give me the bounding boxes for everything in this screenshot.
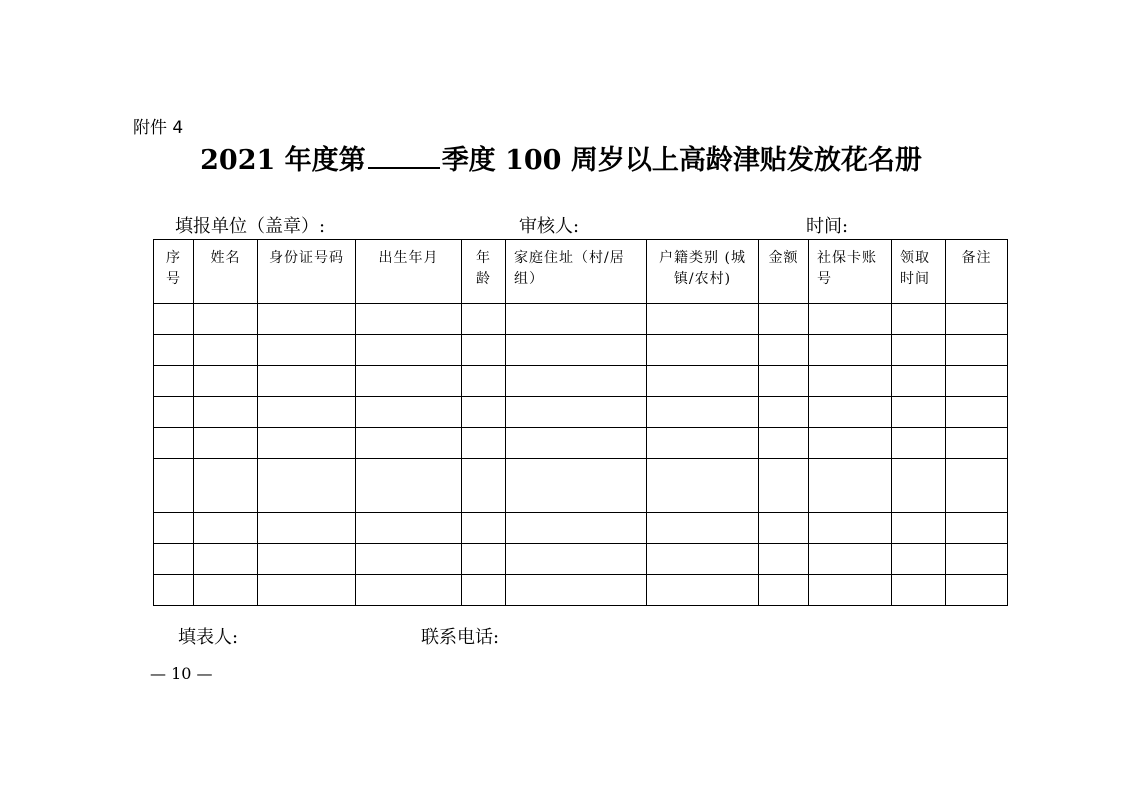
table-cell[interactable] [759, 397, 809, 428]
table-cell[interactable] [154, 335, 194, 366]
table-cell[interactable] [809, 366, 892, 397]
table-cell[interactable] [759, 544, 809, 575]
table-cell[interactable] [506, 513, 647, 544]
table-cell[interactable] [946, 304, 1008, 335]
table-cell[interactable] [258, 544, 356, 575]
table-cell[interactable] [356, 575, 462, 606]
table-cell[interactable] [506, 575, 647, 606]
table-cell[interactable] [258, 575, 356, 606]
table-cell[interactable] [258, 335, 356, 366]
header-remarks: 备注 [946, 240, 1008, 304]
table-cell[interactable] [647, 575, 759, 606]
table-cell[interactable] [506, 335, 647, 366]
title-suffix: 季度 100 周岁以上高龄津贴发放花名册 [441, 145, 922, 176]
table-cell[interactable] [647, 428, 759, 459]
table-cell[interactable] [154, 459, 194, 513]
table-cell[interactable] [759, 366, 809, 397]
table-cell[interactable] [462, 335, 506, 366]
table-cell[interactable] [892, 544, 946, 575]
table-cell[interactable] [759, 335, 809, 366]
table-cell[interactable] [506, 459, 647, 513]
table-cell[interactable] [194, 428, 258, 459]
table-row [154, 513, 1008, 544]
table-cell[interactable] [462, 544, 506, 575]
table-cell[interactable] [154, 397, 194, 428]
header-age: 年 龄 [462, 240, 506, 304]
table-cell[interactable] [356, 544, 462, 575]
reviewer-label: 审核人: [519, 216, 580, 237]
table-cell[interactable] [759, 428, 809, 459]
table-cell[interactable] [258, 459, 356, 513]
table-cell[interactable] [356, 459, 462, 513]
table-cell[interactable] [946, 397, 1008, 428]
table-row [154, 366, 1008, 397]
table-cell[interactable] [258, 304, 356, 335]
table-cell[interactable] [809, 304, 892, 335]
table-cell[interactable] [356, 513, 462, 544]
table-cell[interactable] [647, 397, 759, 428]
table-cell[interactable] [462, 366, 506, 397]
table-body [154, 304, 1008, 606]
table-cell[interactable] [194, 544, 258, 575]
table-cell[interactable] [194, 575, 258, 606]
table-cell[interactable] [647, 335, 759, 366]
roster-table [153, 239, 1008, 606]
table-cell[interactable] [506, 428, 647, 459]
header-name: 姓名 [194, 240, 258, 304]
table-row [154, 544, 1008, 575]
table-cell[interactable] [892, 397, 946, 428]
table-cell[interactable] [809, 459, 892, 513]
table-cell[interactable] [946, 575, 1008, 606]
page-title [0, 138, 1122, 177]
table-cell[interactable] [759, 575, 809, 606]
table-cell[interactable] [506, 544, 647, 575]
header-serial-number: 序 号 [154, 240, 194, 304]
table-cell[interactable] [154, 428, 194, 459]
table-cell[interactable] [356, 428, 462, 459]
table-cell[interactable] [647, 544, 759, 575]
table-cell[interactable] [647, 513, 759, 544]
table-cell[interactable] [809, 544, 892, 575]
header-receive-time: 领取 时间 [892, 240, 946, 304]
table-row [154, 428, 1008, 459]
page-number: — 10 — [150, 664, 213, 683]
table-row [154, 459, 1008, 513]
header-amount: 金额 [759, 240, 809, 304]
header-id-number: 身份证号码 [258, 240, 356, 304]
table-cell[interactable] [506, 397, 647, 428]
table-cell[interactable] [759, 459, 809, 513]
table-cell[interactable] [258, 366, 356, 397]
header-birth-date: 出生年月 [356, 240, 462, 304]
table-cell[interactable] [194, 304, 258, 335]
table-cell[interactable] [194, 513, 258, 544]
table-cell[interactable] [356, 304, 462, 335]
header-social-card-account: 社保卡账 号 [809, 240, 892, 304]
table-cell[interactable] [154, 304, 194, 335]
table-cell[interactable] [194, 397, 258, 428]
table-cell[interactable] [462, 459, 506, 513]
table-cell[interactable] [462, 397, 506, 428]
table-cell[interactable] [892, 459, 946, 513]
table-cell[interactable] [462, 513, 506, 544]
table-row [154, 575, 1008, 606]
table-cell[interactable] [506, 366, 647, 397]
table-cell[interactable] [809, 397, 892, 428]
fill-unit-label: 填报单位（盖章）: [175, 216, 326, 237]
table-cell[interactable] [154, 544, 194, 575]
table-cell[interactable] [462, 428, 506, 459]
header-home-address: 家庭住址（村/居 组） [506, 240, 647, 304]
title-prefix: 2021 年度第 [200, 145, 366, 176]
table-cell[interactable] [356, 397, 462, 428]
table-cell[interactable] [809, 575, 892, 606]
table-cell[interactable] [946, 513, 1008, 544]
table-cell[interactable] [759, 513, 809, 544]
table-cell[interactable] [892, 575, 946, 606]
table-cell[interactable] [258, 513, 356, 544]
table-cell[interactable] [946, 428, 1008, 459]
table-cell[interactable] [946, 459, 1008, 513]
table-cell[interactable] [809, 335, 892, 366]
table-cell[interactable] [892, 304, 946, 335]
table-cell[interactable] [647, 366, 759, 397]
table-cell[interactable] [356, 366, 462, 397]
table-cell[interactable] [892, 428, 946, 459]
table-cell[interactable] [946, 366, 1008, 397]
quarter-blank [368, 145, 440, 169]
table-cell[interactable] [154, 366, 194, 397]
table-cell[interactable] [462, 575, 506, 606]
table-cell[interactable] [892, 513, 946, 544]
table-cell[interactable] [946, 544, 1008, 575]
contact-phone-label: 联系电话: [421, 627, 500, 648]
time-label: 时间: [806, 216, 849, 237]
table-cell[interactable] [462, 304, 506, 335]
table-cell[interactable] [759, 304, 809, 335]
table-row [154, 304, 1008, 335]
table-cell[interactable] [356, 335, 462, 366]
header-household-type: 户籍类别 (城 镇/农村) [647, 240, 759, 304]
table-cell[interactable] [809, 513, 892, 544]
table-cell[interactable] [946, 335, 1008, 366]
table-cell[interactable] [194, 366, 258, 397]
table-row [154, 397, 1008, 428]
table-cell[interactable] [506, 304, 647, 335]
table-cell[interactable] [258, 397, 356, 428]
table-cell[interactable] [194, 459, 258, 513]
table-cell[interactable] [892, 366, 946, 397]
table-cell[interactable] [647, 459, 759, 513]
table-cell[interactable] [194, 335, 258, 366]
filler-label: 填表人: [178, 627, 239, 648]
table-header-row [154, 240, 1008, 304]
table-cell[interactable] [647, 304, 759, 335]
table-row [154, 335, 1008, 366]
table-cell[interactable] [809, 428, 892, 459]
table-cell[interactable] [154, 513, 194, 544]
attachment-label: 附件 4 [133, 118, 184, 138]
table-cell[interactable] [154, 575, 194, 606]
table-cell[interactable] [892, 335, 946, 366]
table-cell[interactable] [258, 428, 356, 459]
